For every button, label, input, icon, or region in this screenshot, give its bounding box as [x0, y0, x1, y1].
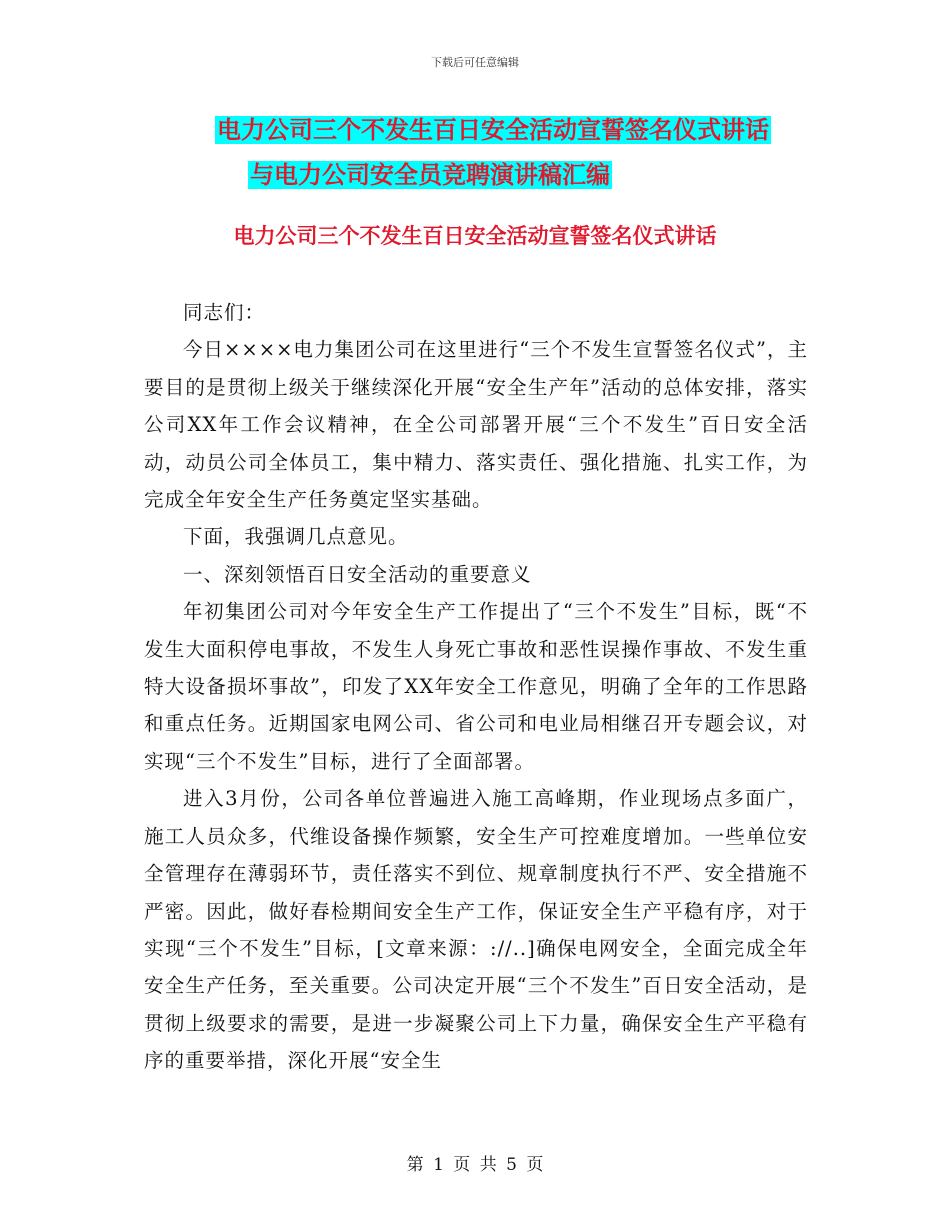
paragraph: 进入3月份，公司各单位普遍进入施工高峰期，作业现场点多面广，施工人员众多，代维设备操作频繁，安全生产可控难度增加。一些单位安全管理存在薄弱环节，责任落实不到位、规章制度执行不严、安全措施不严密。因此，做好春检期间安全生产工作，保证安全生产平稳有序，对于实现“三个不发生”目标，[文章来源：://..]确保电网安全，全面完成全年安全生产任务，至关重要。公司决定开展“三个不发生”百日安全活动，是贯彻上级要求的需要，是进一步凝聚公司上下力量，确保安全生产平稳有序的重要举措，深化开展“安全生 [144, 787, 808, 1073]
paragraph: 年初集团公司对今年安全生产工作提出了“三个不发生”目标，既“不发生大面积停电事故，不发生人身死亡事故和恶性误操作事故、不发生重特大设备损坏事故”，印发了XX年安全工作意见，明确了全年的工作思路和重点任务。近期国家电网公司、省公司和电业局相继召开专题会议，对实现“三个不发生”目标，进行了全面部署。 [144, 600, 808, 773]
section-title: 电力公司三个不发生百日安全活动宣誓签名仪式讲话 [233, 224, 717, 248]
document-title-line-2-text: 与电力公司安全员竞聘演讲稿汇编 [250, 161, 610, 189]
document-body [144, 294, 808, 1080]
paragraph: 今日××××电力集团公司在这里进行“三个不发生宣誓签名仪式”，主要目的是贯彻上级关于继续深化开展“安全生产年”活动的总体安排，落实公司XX年工作会议精神，在全公司部署开展“三个不发生”百日安全活动，动员公司全体员工，集中精力、落实责任、强化措施、扎实工作，为完成全年安全生产任务奠定坚实基础。 [144, 338, 808, 512]
document-title-line-1 [0, 112, 950, 148]
page-number-footer: 第 1 页 共 5 页 [406, 1155, 544, 1175]
paragraph-heading: 一、深刻领悟百日安全活动的重要意义 [183, 562, 532, 586]
page-header-note: 下载后可任意编辑 [431, 56, 519, 69]
document-title-line-2 [0, 157, 950, 193]
document-title-line-1-text: 电力公司三个不发生百日安全活动宣誓签名仪式讲话 [217, 116, 769, 144]
paragraph-salutation: 同志们： [183, 301, 266, 324]
paragraph: 下面，我强调几点意见。 [183, 525, 409, 549]
